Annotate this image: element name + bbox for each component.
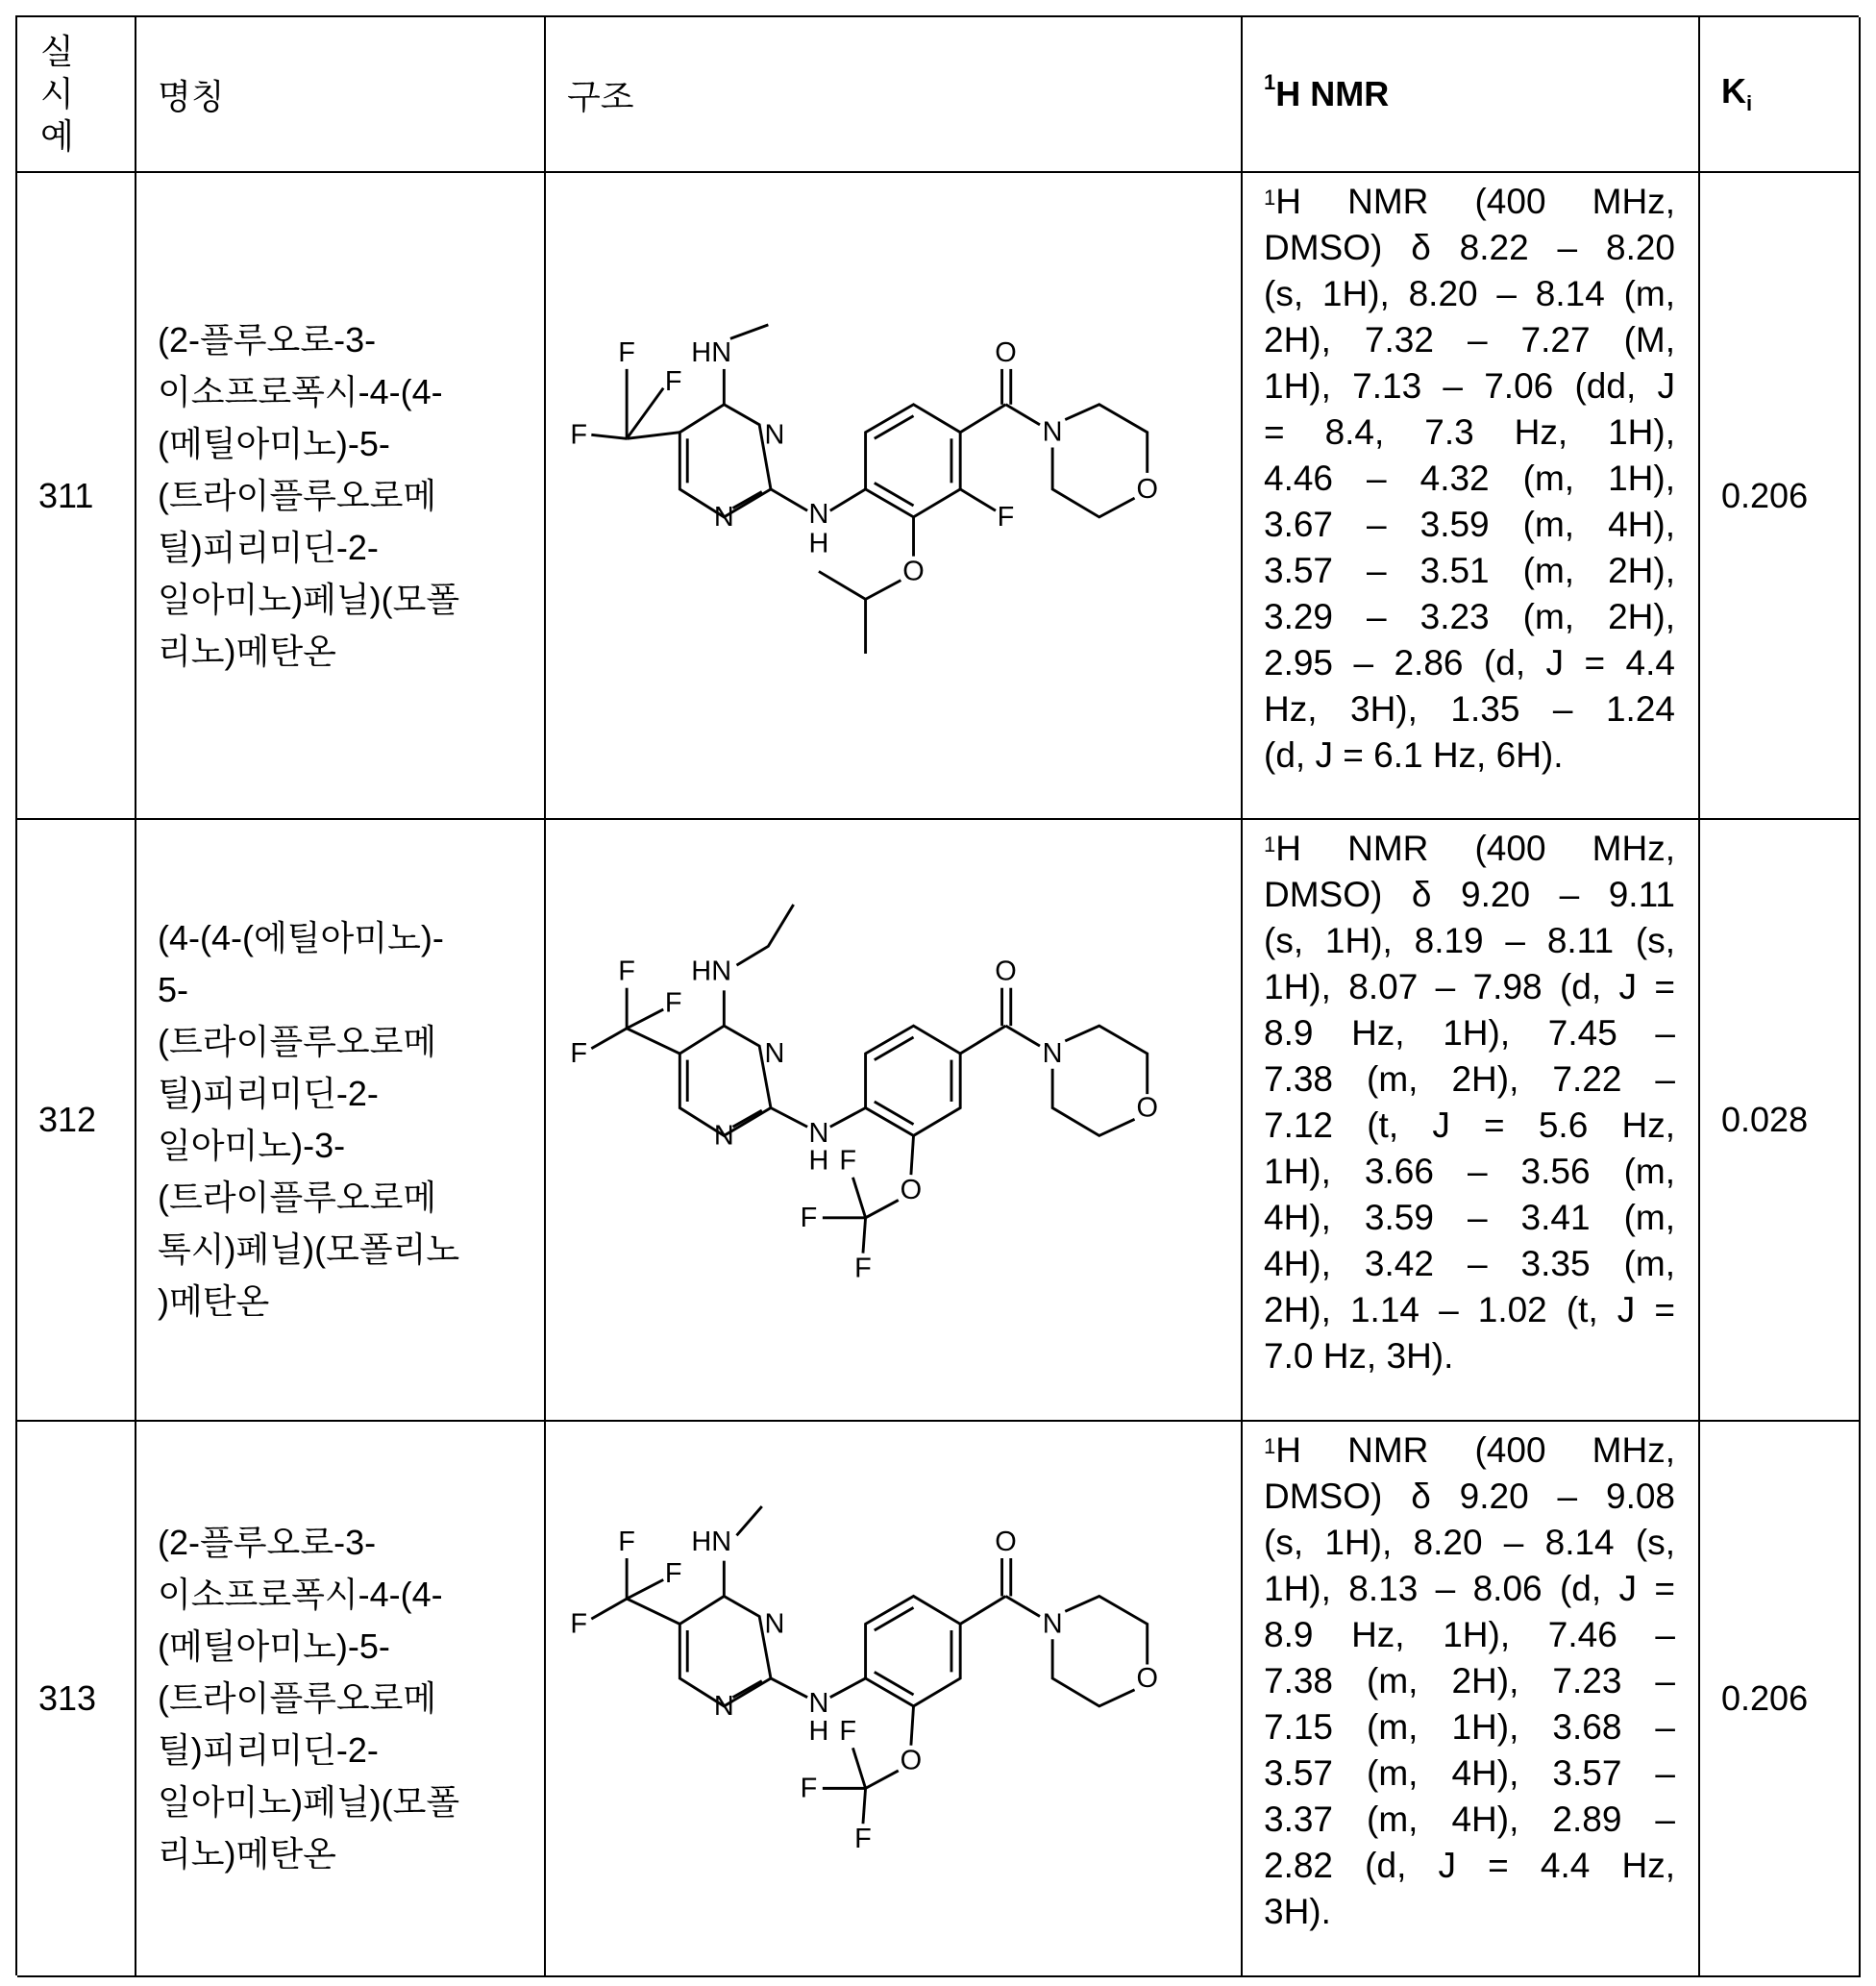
compound-name-line: 일아미노)페닐)(모폴 xyxy=(158,1776,544,1828)
header-nmr xyxy=(1243,17,1700,173)
compound-name-line: (트라이플루오로메 xyxy=(158,1172,544,1224)
nmr-line: (s, 1H), 8.20 – 8.14 (s, xyxy=(1264,1520,1675,1566)
compound-name xyxy=(136,820,546,1422)
nmr-line: 7.0 Hz, 3H). xyxy=(1264,1333,1675,1379)
header-example-char: 실 xyxy=(40,31,74,73)
nmr-line: 4H), 3.59 – 3.41 (m, xyxy=(1264,1195,1675,1241)
svg-text:F: F xyxy=(570,1038,587,1069)
ki-value xyxy=(1700,1422,1861,1977)
nmr-line: 7.12 (t, J = 5.6 Hz, xyxy=(1264,1103,1675,1149)
header-ki xyxy=(1700,17,1861,173)
compound-name-line: 이소프로폭시-4-(4- xyxy=(158,1569,544,1621)
svg-text:O: O xyxy=(1136,474,1157,505)
header-example xyxy=(17,17,136,173)
compound-name-line: 틸)피리미딘-2- xyxy=(158,522,544,574)
svg-text:F: F xyxy=(618,956,635,987)
nmr-line: 7.38 (m, 2H), 7.23 – xyxy=(1264,1658,1675,1704)
nmr-superscript: 1 xyxy=(1264,1434,1275,1458)
compound-name xyxy=(136,1422,546,1977)
nmr-line: DMSO) δ 9.20 – 9.08 xyxy=(1264,1474,1675,1520)
nmr-line: (s, 1H), 8.20 – 8.14 (m, xyxy=(1264,271,1675,317)
compound-name-line: 5- xyxy=(158,964,544,1016)
nmr-line: 8.9 Hz, 1H), 7.46 – xyxy=(1264,1612,1675,1658)
nmr-line: 1H), 8.07 – 7.98 (d, J = xyxy=(1264,964,1675,1010)
example-number-text: 313 xyxy=(38,1678,96,1719)
svg-text:HN: HN xyxy=(691,956,731,987)
nmr-line: 4H), 3.42 – 3.35 (m, xyxy=(1264,1241,1675,1287)
compound-name-line: (2-플루오로-3- xyxy=(158,314,544,366)
compound-name-line: )메탄온 xyxy=(158,1276,544,1328)
compound-name-line: 일아미노)페닐)(모폴 xyxy=(158,574,544,626)
nmr-line: 3.57 – 3.51 (m, 2H), xyxy=(1264,548,1675,594)
structure-drawing-312 xyxy=(546,820,1241,1420)
compound-name-line: 리노)메탄온 xyxy=(158,626,544,678)
svg-text:N: N xyxy=(764,419,784,450)
svg-text:H: H xyxy=(809,528,829,559)
nmr-line: 3.67 – 3.59 (m, 4H), xyxy=(1264,502,1675,548)
ki-value-text: 0.028 xyxy=(1721,1100,1808,1140)
nmr-line: (d, J = 6.1 Hz, 6H). xyxy=(1264,732,1675,779)
svg-text:F: F xyxy=(665,987,682,1018)
svg-text:O: O xyxy=(901,1175,922,1205)
nmr-line: 1H), 8.13 – 8.06 (d, J = xyxy=(1264,1566,1675,1612)
svg-text:F: F xyxy=(801,1203,818,1233)
svg-text:O: O xyxy=(995,956,1016,987)
header-name-label: 명칭 xyxy=(158,70,225,119)
nmr-line xyxy=(1264,179,1675,225)
nmr-line: 1H), 7.13 – 7.06 (dd, J xyxy=(1264,363,1675,410)
svg-text:N: N xyxy=(714,1120,734,1151)
svg-text:O: O xyxy=(1136,1093,1157,1124)
header-example-char: 시 xyxy=(40,73,74,115)
chemical-structure xyxy=(546,1422,1243,1977)
ki-value xyxy=(1700,173,1861,820)
nmr-line: (s, 1H), 8.19 – 8.11 (s, xyxy=(1264,918,1675,964)
nmr-line: 3.57 (m, 4H), 3.57 – xyxy=(1264,1750,1675,1797)
nmr-superscript: 1 xyxy=(1264,832,1275,856)
header-ki-label: K xyxy=(1721,71,1746,111)
svg-text:H: H xyxy=(808,1146,828,1177)
svg-text:N: N xyxy=(1043,417,1063,448)
nmr-line: 2.95 – 2.86 (d, J = 4.4 xyxy=(1264,640,1675,686)
compound-name-line: (2-플루오로-3- xyxy=(158,1517,544,1569)
header-nmr-label: H NMR xyxy=(1275,74,1389,113)
nmr-line: 1H), 3.66 – 3.56 (m, xyxy=(1264,1149,1675,1195)
svg-text:F: F xyxy=(618,337,635,368)
ki-value xyxy=(1700,820,1861,1422)
nmr-data xyxy=(1243,820,1700,1422)
compound-name-line: 일아미노)-3- xyxy=(158,1120,544,1172)
svg-text:O: O xyxy=(995,337,1016,368)
nmr-superscript: 1 xyxy=(1264,70,1275,94)
header-name xyxy=(136,17,546,173)
svg-text:N: N xyxy=(1043,1038,1063,1069)
nmr-line: 2H), 7.32 – 7.27 (M, xyxy=(1264,317,1675,363)
example-number-text: 311 xyxy=(38,476,93,516)
svg-text:N: N xyxy=(714,502,734,533)
svg-text:F: F xyxy=(665,366,682,397)
example-number xyxy=(17,1422,136,1977)
ki-value-text: 0.206 xyxy=(1721,1678,1808,1719)
svg-text:N: N xyxy=(809,499,829,530)
nmr-line-text: H NMR (400 MHz, xyxy=(1275,829,1675,868)
svg-text:F: F xyxy=(839,1146,856,1177)
svg-text:HN: HN xyxy=(691,337,731,368)
compound-table xyxy=(15,15,1859,1975)
nmr-line-text: H NMR (400 MHz, xyxy=(1275,182,1675,221)
compound-name-line: (트라이플루오로메 xyxy=(158,470,544,522)
structure-drawing-313 xyxy=(546,1422,1241,1975)
header-structure xyxy=(546,17,1243,173)
ki-subscript: i xyxy=(1746,92,1752,116)
example-number xyxy=(17,820,136,1422)
svg-text:F: F xyxy=(854,1253,872,1283)
svg-text:N: N xyxy=(764,1038,784,1069)
nmr-line: 2.82 (d, J = 4.4 Hz, xyxy=(1264,1843,1675,1889)
chemical-structure xyxy=(546,820,1243,1422)
chemical-structure xyxy=(546,173,1243,820)
header-structure-label: 구조 xyxy=(567,70,634,119)
svg-text:F: F xyxy=(570,419,587,450)
nmr-line: 7.38 (m, 2H), 7.22 – xyxy=(1264,1056,1675,1103)
svg-text:F: F xyxy=(998,502,1015,533)
nmr-line xyxy=(1264,826,1675,872)
nmr-line-text: H NMR (400 MHz, xyxy=(1275,1430,1675,1470)
compound-name-line: 리노)메탄온 xyxy=(158,1828,544,1880)
compound-name-line: (메틸아미노)-5- xyxy=(158,1621,544,1673)
nmr-line: DMSO) δ 9.20 – 9.11 xyxy=(1264,872,1675,918)
nmr-data xyxy=(1243,173,1700,820)
compound-name-line: 톡시)페닐)(모폴리노 xyxy=(158,1224,544,1276)
nmr-line: 7.15 (m, 1H), 3.68 – xyxy=(1264,1704,1675,1750)
compound-name-line: (트라이플루오로메 xyxy=(158,1016,544,1068)
nmr-line: 8.9 Hz, 1H), 7.45 – xyxy=(1264,1010,1675,1056)
nmr-data xyxy=(1243,1422,1700,1977)
nmr-line: = 8.4, 7.3 Hz, 1H), xyxy=(1264,410,1675,456)
structure-drawing-311 xyxy=(546,173,1241,818)
compound-name-line: (메틸아미노)-5- xyxy=(158,418,544,470)
svg-text:N: N xyxy=(808,1118,828,1149)
nmr-line: 3.29 – 3.23 (m, 2H), xyxy=(1264,594,1675,640)
nmr-line xyxy=(1264,1427,1675,1474)
nmr-superscript: 1 xyxy=(1264,186,1275,210)
header-example-char: 예 xyxy=(40,115,74,158)
compound-name-line: 틸)피리미딘-2- xyxy=(158,1068,544,1120)
nmr-line: Hz, 3H), 1.35 – 1.24 xyxy=(1264,686,1675,732)
compound-name-line: (트라이플루오로메 xyxy=(158,1673,544,1725)
svg-text:O: O xyxy=(902,556,924,586)
compound-name-line: (4-(4-(에틸아미노)- xyxy=(158,912,544,964)
compound-name-line: 이소프로폭시-4-(4- xyxy=(158,366,544,418)
example-number xyxy=(17,173,136,820)
nmr-line: 2H), 1.14 – 1.02 (t, J = xyxy=(1264,1287,1675,1333)
nmr-line: DMSO) δ 8.22 – 8.20 xyxy=(1264,225,1675,271)
nmr-line: 3H). xyxy=(1264,1889,1675,1935)
ki-value-text: 0.206 xyxy=(1721,476,1808,516)
compound-name xyxy=(136,173,546,820)
example-number-text: 312 xyxy=(38,1100,96,1140)
nmr-line: 4.46 – 4.32 (m, 1H), xyxy=(1264,456,1675,502)
nmr-line: 3.37 (m, 4H), 2.89 – xyxy=(1264,1797,1675,1843)
compound-name-line: 틸)피리미딘-2- xyxy=(158,1725,544,1776)
